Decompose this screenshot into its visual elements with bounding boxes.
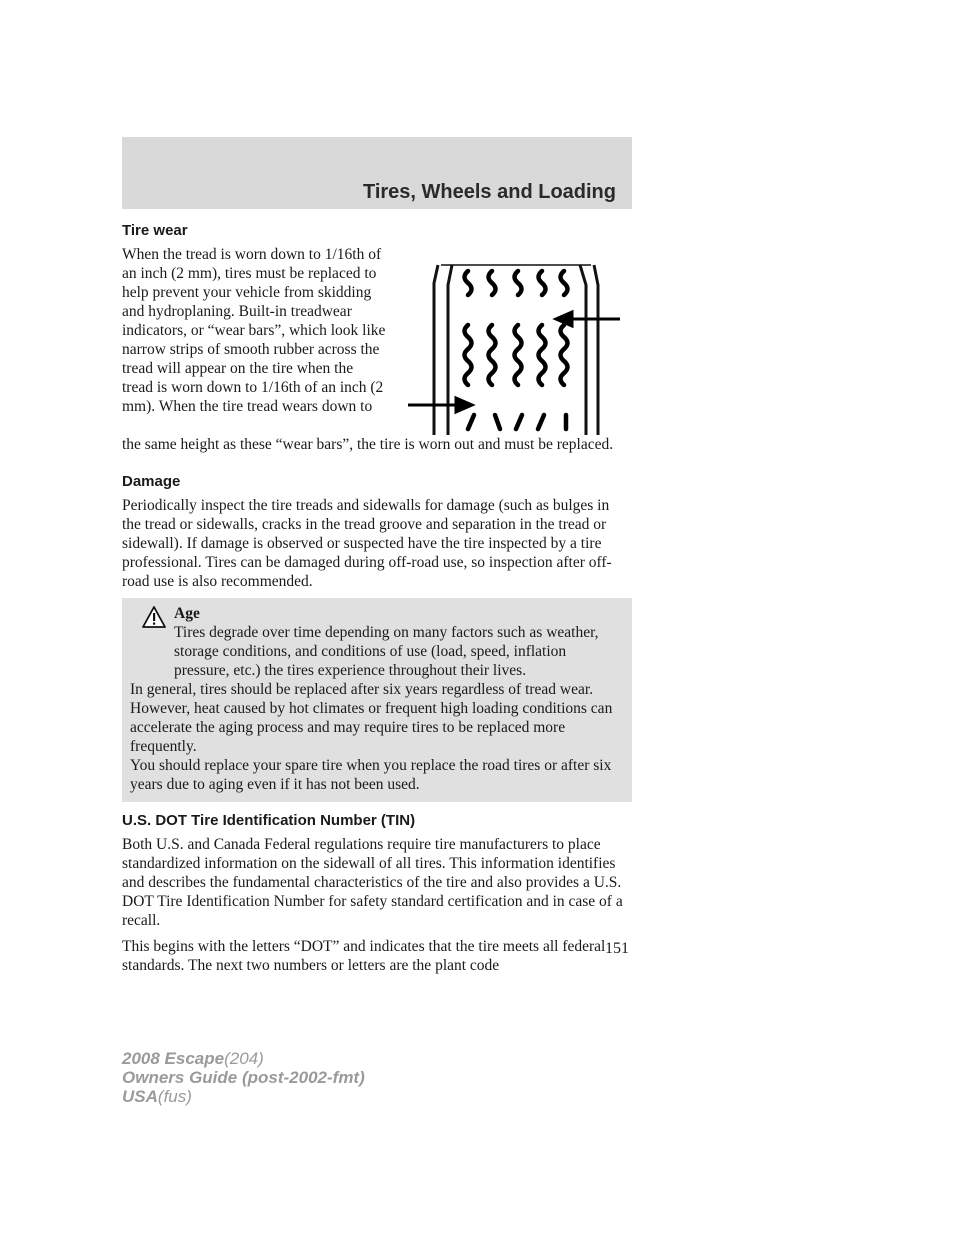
age-warning-box	[122, 598, 632, 802]
warning-triangle-icon	[142, 606, 166, 628]
tire-wear-heading: Tire wear	[122, 222, 188, 239]
warning-paragraph: You should replace your spare tire when you replace the road tires or after six years due to aging even if it has not been used.	[130, 757, 612, 793]
tin-paragraph: This begins with the letters “DOT” and indicates that the tire meets all federal standards. The next two numbers or letters are the plant code	[122, 938, 606, 974]
tin-paragraph: Both U.S. and Canada Federal regulations require tire manufacturers to place standardized information on the sidewall of all tires. This information identifies and describes the fundamental characteristics of the tire and also provides a U.S. DOT Tire Identification Number for safety standard certification and in case of a recall.	[122, 836, 623, 929]
footer-market: USA	[122, 1087, 158, 1106]
tread-wear-bar-illustration	[408, 263, 622, 435]
header-band	[122, 137, 632, 209]
wear-bar-arrow-right	[556, 312, 620, 326]
section-title: Tires, Wheels and Loading	[362, 181, 616, 203]
tire-wear-text-continued: the same height as these “wear bars”, the tire is worn out and must be replaced.	[122, 436, 614, 453]
footer-model: 2008 Escape	[122, 1049, 225, 1068]
tin-heading: U.S. DOT Tire Identification Number (TIN)	[122, 812, 416, 829]
wear-bar-arrow-left	[408, 398, 472, 412]
footer-market-code: (fus)	[157, 1087, 192, 1106]
warning-paragraph: Tires degrade over time depending on many factors such as weather, storage conditions, and conditions of use (load, speed, inflation pressure, etc.) the tires experience throughout their lives.	[174, 624, 599, 679]
page-number: 151	[605, 940, 629, 957]
page-content	[122, 222, 632, 982]
warning-paragraph: In general, tires should be replaced after six years regardless of tread wear. However, heat caused by hot climates or frequent high loading conditions can accelerate the aging process and may require tires to be replaced more frequently.	[130, 681, 613, 755]
damage-text: Periodically inspect the tire treads and sidewalls for damage (such as bulges in the tread or sidewalls, cracks in the tread groove and separation in the tread or sidewall). If damage is observed or suspected have the tire inspected by a tire professional. Tires can be damaged during off-road use, so inspection after off-road use is also recommended.	[122, 497, 612, 590]
tire-wear-section	[122, 245, 632, 467]
footer-model-code: (204)	[224, 1049, 264, 1068]
document-footer	[122, 1049, 365, 1106]
footer-guide: Owners Guide (post-2002-fmt)	[122, 1068, 365, 1087]
tire-wear-text: When the tread is worn down to 1/16th of an inch (2 mm), tires must be replaced to help prevent your vehicle from skidding and hydroplaning. Built-in treadwear indicators, or “wear bars”, which look like narrow strips of smooth rubber across the tread will appear on the tire when the tread is worn down to 1/16th of an inch (2 mm). When the tire tread wears down to	[122, 246, 386, 415]
damage-heading: Damage	[122, 473, 181, 490]
warning-title: Age	[174, 605, 200, 622]
